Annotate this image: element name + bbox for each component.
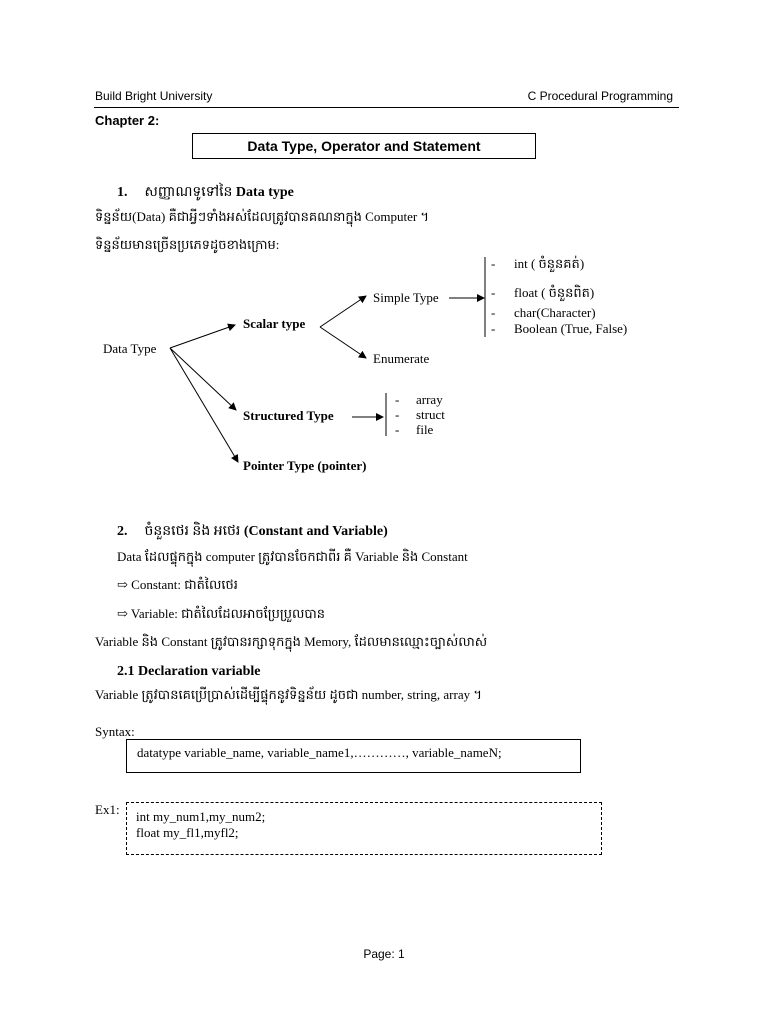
simple-list-dash-4: - — [491, 321, 496, 336]
arrow-to-structured — [170, 348, 236, 410]
section21-heading: 2.1 Declaration variable — [117, 664, 261, 679]
arrow-to-pointer — [170, 348, 238, 462]
diagram-scalar-label: Scalar type — [243, 316, 306, 331]
structured-list-item-struct: struct — [416, 407, 445, 422]
section2-number: 2. — [117, 524, 128, 539]
header-right: C Procedural Programming — [527, 89, 673, 103]
example-label: Ex1: — [95, 802, 120, 817]
section2-line1: Data ដែលផ្ទុកក្នុង computer ត្រូវបានចែកជាពីរ គឺ Variable និង Constant — [117, 549, 468, 564]
section21-line1: Variable ត្រូវបានគេប្រើប្រាស់ដើម្បីផ្ទុកនូវទិន្នន័យ ដូចជា number, string, array ។ — [95, 687, 482, 702]
section2-heading-en: (Constant and Variable) — [243, 524, 388, 539]
diagram-structured-label: Structured Type — [243, 408, 334, 423]
syntax-code: datatype variable_name, variable_name1,…………, variable_nameN; — [137, 745, 502, 760]
simple-list-item-int: int ( ចំនួនគត់) — [514, 256, 585, 271]
section2-heading-khmer: ចំនួនថេរ និង អថេរ — [144, 524, 241, 539]
section1-number: 1. — [117, 185, 128, 200]
section2-heading — [117, 521, 388, 542]
structured-list-item-array: array — [416, 392, 443, 407]
simple-list-item-boolean: Boolean (True, False) — [514, 321, 628, 336]
section2-line2: Variable និង Constant ត្រូវបានរក្សាទុកក្នុង Memory, ដែលមានឈ្មោះច្បាស់លាស់ — [95, 634, 488, 649]
diagram-root-label: Data Type — [103, 341, 157, 356]
section2-bullet-constant: ⇨ Constant: ជាតំលៃថេរ — [117, 577, 238, 592]
example-code-line-1: int my_num1,my_num2; — [136, 809, 266, 824]
syntax-label: Syntax: — [95, 724, 135, 739]
arrow-to-enumerate — [320, 327, 366, 358]
diagram-simple-label: Simple Type — [373, 290, 439, 305]
page-title: Data Type, Operator and Statement — [192, 133, 536, 159]
diagram-pointer-label: Pointer Type (pointer) — [243, 458, 367, 473]
section1-line1: ទិន្នន័យ(Data) គឺជាអ្វីៗទាំងអស់ដែលត្រូវបានគណនាក្នុង Computer ។ — [95, 209, 429, 224]
simple-list-dash-3: - — [491, 305, 496, 320]
section1-heading-en: Data type — [235, 185, 294, 200]
structured-list-dash-2: - — [395, 407, 400, 422]
structured-list-dash-3: - — [395, 422, 400, 437]
simple-list-dash-2: - — [491, 285, 496, 300]
example-code-line-2: float my_fl1,myfl2; — [136, 825, 239, 840]
section1-line2: ទិន្នន័យមានច្រើនប្រភេទដូចខាងក្រោម: — [95, 237, 280, 252]
header-left: Build Bright University — [95, 89, 213, 103]
diagram-enumerate-label: Enumerate — [373, 351, 430, 366]
example-code-box — [126, 802, 602, 855]
simple-list-dash-1: - — [491, 256, 496, 271]
section2-bullet-variable: ⇨ Variable: ជាតំលៃដែលអាចប្រែប្រួលបាន — [117, 606, 325, 621]
arrow-to-simple — [320, 296, 366, 327]
structured-list-item-file: file — [416, 422, 434, 437]
page-number: Page: 1 — [363, 947, 405, 961]
section1-heading-khmer: សញ្ញាណទូទៅនៃ — [144, 185, 233, 200]
arrow-to-scalar — [170, 325, 235, 348]
chapter-label: Chapter 2: — [95, 113, 160, 128]
simple-list-item-float: float ( ចំនួនពិត) — [514, 285, 595, 300]
structured-list-dash-1: - — [395, 392, 400, 407]
simple-list-item-char: char(Character) — [514, 305, 596, 320]
syntax-box — [126, 739, 581, 773]
